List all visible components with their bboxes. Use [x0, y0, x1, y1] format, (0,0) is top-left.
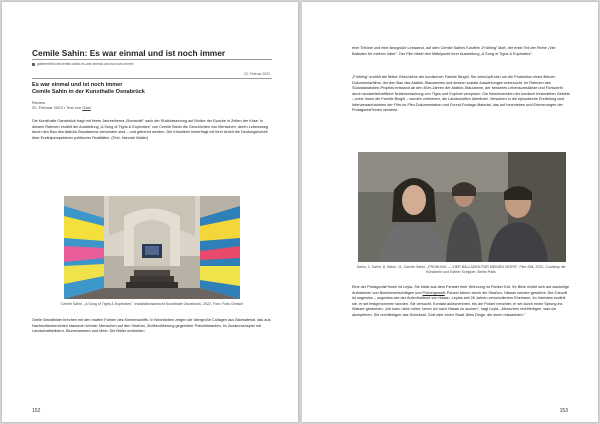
film-still-photo — [358, 152, 566, 262]
left-page — [2, 2, 298, 422]
installation-caption: Cemile Sahin, „A Song of Tigris & Euphrates", Installationsansicht Kunsthalle Osnabrück, 2022, Foto: Fotis Gerisch — [60, 302, 244, 306]
polizeigewalt-link[interactable]: Polizeigewalt — [422, 290, 445, 295]
page-number-right: 153 — [559, 408, 568, 414]
body-paragraph-2: Grelle Wandbilder brechen mit den matten Farben des Kirchenschiffs. In Neonfarben zeigen sie übergroße Collagen aus Bildmaterial, das aus Nachrichtenberichten stammen könnte: Menschen auf den Straßen, Zivilbevölkerung gegenüber Polizeibeamten, im Zusammenspiel mit Landschaftsbildern, Blumenwiesen und Meer. Die Bilder umkleiden — [32, 318, 271, 333]
byline-prefix: 20. Februar 2023 • Text von — [32, 105, 83, 110]
header-rule — [32, 78, 272, 79]
date-top: 20. Februar 2023 — [243, 72, 270, 76]
page-number-left: 152 — [32, 408, 41, 414]
article-title: Cemile Sahin: Es war einmal und ist noch immer — [32, 48, 226, 58]
link-icon — [32, 63, 35, 66]
source-url[interactable] — [32, 62, 134, 66]
category-label: Review — [32, 100, 46, 105]
paragraph-3-start: Eine der Protagonist*innen ist Leyla. Sie blickt aus dem Fenster ihrer Wohnung im Pariser Exil. Ihr Blick richtet sich auf wackelige Aufnahmen von Bombeneinschlägen und — [352, 285, 570, 295]
source-url-text[interactable]: galerienfeld.net/cemile-sahin-es-war-einmal-und-ist-noch-immer/ — [37, 62, 134, 66]
installation-photo — [64, 196, 240, 299]
title-rule — [32, 59, 272, 60]
right-page — [302, 2, 598, 422]
byline — [32, 105, 91, 110]
subtitle-line-1: Es war einmal und ist noch immer — [32, 82, 123, 88]
right-paragraph-3 — [352, 285, 570, 318]
article-subtitle — [32, 82, 270, 95]
paragraph-3-end: : Panzer fahren durch die Straßen, Häuser werden gestürmt. Die Zukunft ist ungewiss – ungewiss wie der Aufenthaltsort von Hasan, Leylas seit 26 Jahren verschollenem Ehemann. Im Interview erzählt sie, er sei festgenommen worden. Sie versucht, Kontakt aufzunehmen, bis die Polizei berichtet, er sei durch einen Sprung ins Wasser gestorben. „Ich kann nicht ruhen, bevor ich nach Hasan zu suchen", sagt Leyla. „Menschen rechtfertigen, was sie akzeptieren. Sie rechtfertigen das Schicksal, Gott oder einen Staat. Alles Dinge, die einen missachten." — [352, 290, 568, 317]
right-paragraph-1: eine Tribüne und eine kinogroße Leinwand, auf dem Cemile Sahins Kurzfilm „Frühling" läuft, der erste Teil der Reihe „Vier Balladen für meinen Vater". Der Film bildet den Mittelpunkt ihrer Ausstellung „A Song of Tigris & Euphrates". — [352, 46, 556, 56]
right-paragraph-2: „Frühling" erzählt die fiktive Geschichte der kurdischen Familie Bingöl. Sie verknüpft sich um die Produktion eines fiktiven Dokumentarfilms, der den Bau des Atatürk-Staudamms und dessen soziale Auswirkungen untersucht. Im Rahmen des Südostanatolien-Projekts entstand ab den 80er-Jahren der Atatürk-Staudamm, der besseres Lebensumstände und Fortschritt durch landwirtschaftliche Nutzbarmachung von Tigris und Euphrat versprach. Die Bewohnenden der kurdisch besiedelten Gebiets – unter ihnen die Familie Bingöl – wurden vertrieben, die Landschaften überflutet. Verwoben in die episodische Erzählung sind Interviewaufnahmen der Film-im-Film-Dokumentation und Found-Footage-Material, das auf Innenleben und Erinnerungen der Protagonist*innen verweist. — [352, 75, 570, 112]
subtitle-line-2: Cemile Sahin in der Kunsthalle Osnabrück — [32, 88, 145, 95]
intro-paragraph: Die Kunsthalle Osnabrück fragt mit ihrem Jahresthema „Romantik" nach der Rückbesinnung auf Motive der Epoche in Zeiten der Krise. In diesem Rahmen erzählt die Ausstellung „A Song of Tigris & Euphrates" von Cemile Sahin die Geschichten von Menschen, deren Lebensweg durch den Bau des Atatürk-Staudamms verbunden sind – und getrennt werden. Die Künstlerin hinterfragt mit ihrer Arbeit die Deutungshoheit über Erzählperspektiven politischer Realitäten. (Text: Hannah Walter) — [32, 119, 269, 140]
author-link[interactable]: Gast — [82, 105, 91, 110]
film-still-caption: Sahin, 2, Sahin, 8, Sahin, 11, Cemile Sahin, „FRÜHLING — VIER BALLADEN FÜR MEINEN VATER", Film-Still, 2022, Courtesy die Künstlerin und Esther Schipper, Berlin Paris — [356, 265, 566, 274]
